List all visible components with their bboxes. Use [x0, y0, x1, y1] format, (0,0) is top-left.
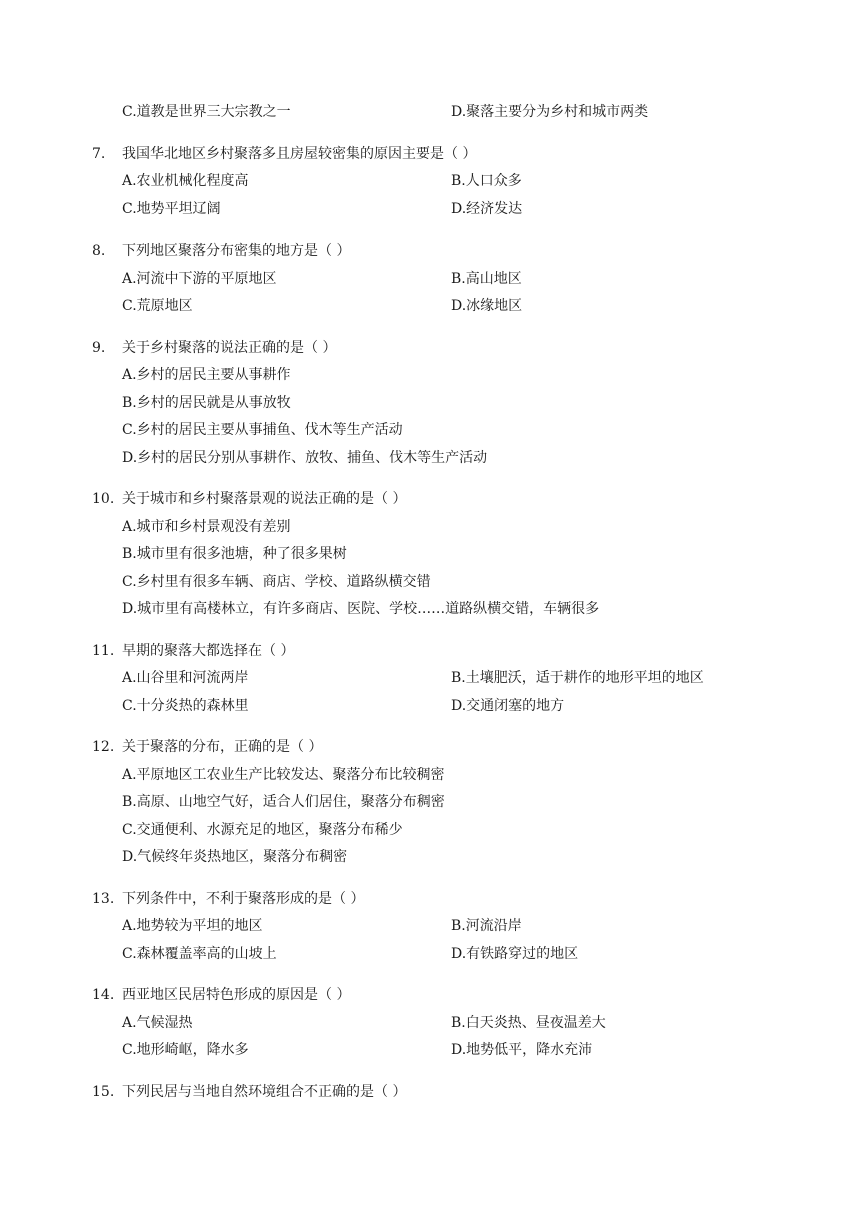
option-b: B.土壤肥沃，适于耕作的地形平坦的地区	[451, 670, 704, 686]
question-stem: 关于城市和乡村聚落景观的说法正确的是（ ）	[122, 491, 407, 507]
option-c: C.地势平坦辽阔	[122, 201, 221, 217]
q6-option-c: C.道教是世界三大宗教之一	[122, 104, 291, 120]
question-number: 11.	[92, 643, 115, 659]
option-b: B.城市里有很多池塘，种了很多果树	[122, 546, 347, 562]
option-a: A.河流中下游的平原地区	[122, 271, 277, 287]
option-c: C.交通便利、水源充足的地区，聚落分布稀少	[122, 822, 403, 838]
option-b: B.乡村的居民就是从事放牧	[122, 395, 291, 411]
question-stem: 关于乡村聚落的说法正确的是（ ）	[122, 340, 337, 356]
question-number: 10.	[92, 491, 115, 507]
option-d: D.地势低平，降水充沛	[451, 1042, 593, 1058]
question-stem: 下列条件中，不利于聚落形成的是（ ）	[122, 891, 365, 907]
option-a: A.农业机械化程度高	[122, 173, 249, 189]
option-c: C.荒原地区	[122, 298, 193, 314]
question-stem: 关于聚落的分布，正确的是（ ）	[122, 739, 323, 755]
option-a: A.地势较为平坦的地区	[122, 918, 263, 934]
question-stem: 下列民居与当地自然环境组合不正确的是（ ）	[122, 1084, 407, 1100]
option-d: D.交通闭塞的地方	[451, 698, 565, 714]
option-d: D.冰缘地区	[451, 298, 523, 314]
option-b: B.高山地区	[451, 271, 522, 287]
option-d: D.经济发达	[451, 201, 523, 217]
question-stem: 西亚地区民居特色形成的原因是（ ）	[122, 987, 351, 1003]
option-b: B.人口众多	[451, 173, 522, 189]
question-number: 9.	[92, 340, 106, 356]
option-b: B.高原、山地空气好，适合人们居住，聚落分布稠密	[122, 794, 445, 810]
option-c: C.十分炎热的森林里	[122, 698, 249, 714]
question-number: 8.	[92, 243, 106, 259]
option-a: A.平原地区工农业生产比较发达、聚落分布比较稠密	[122, 767, 445, 783]
question-stem: 下列地区聚落分布密集的地方是（ ）	[122, 243, 351, 259]
option-b: B.白天炎热、昼夜温差大	[451, 1015, 606, 1031]
option-d: D.气候终年炎热地区，聚落分布稠密	[122, 849, 348, 865]
question-number: 13.	[92, 891, 115, 907]
option-b: B.河流沿岸	[451, 918, 522, 934]
option-d: D.乡村的居民分别从事耕作、放牧、捕鱼、伐木等生产活动	[122, 450, 488, 466]
option-c: C.森林覆盖率高的山坡上	[122, 946, 277, 962]
question-stem: 我国华北地区乡村聚落多且房屋较密集的原因主要是（ ）	[122, 146, 477, 162]
option-c: C.乡村的居民主要从事捕鱼、伐木等生产活动	[122, 422, 403, 438]
option-d: D.城市里有高楼林立，有许多商店、医院、学校……道路纵横交错，车辆很多	[122, 601, 600, 617]
question-number: 15.	[92, 1084, 115, 1100]
question-stem: 早期的聚落大都选择在（ ）	[122, 643, 295, 659]
option-d: D.有铁路穿过的地区	[451, 946, 579, 962]
q6-option-d: D.聚落主要分为乡村和城市两类	[451, 104, 649, 120]
question-number: 12.	[92, 739, 115, 755]
option-a: A.城市和乡村景观没有差别	[122, 519, 291, 535]
option-a: A.乡村的居民主要从事耕作	[122, 367, 291, 383]
option-a: A.气候湿热	[122, 1015, 193, 1031]
option-a: A.山谷里和河流两岸	[122, 670, 249, 686]
question-number: 14.	[92, 987, 115, 1003]
option-c: C.地形崎岖，降水多	[122, 1042, 249, 1058]
option-c: C.乡村里有很多车辆、商店、学校、道路纵横交错	[122, 574, 431, 590]
question-number: 7.	[92, 146, 106, 162]
